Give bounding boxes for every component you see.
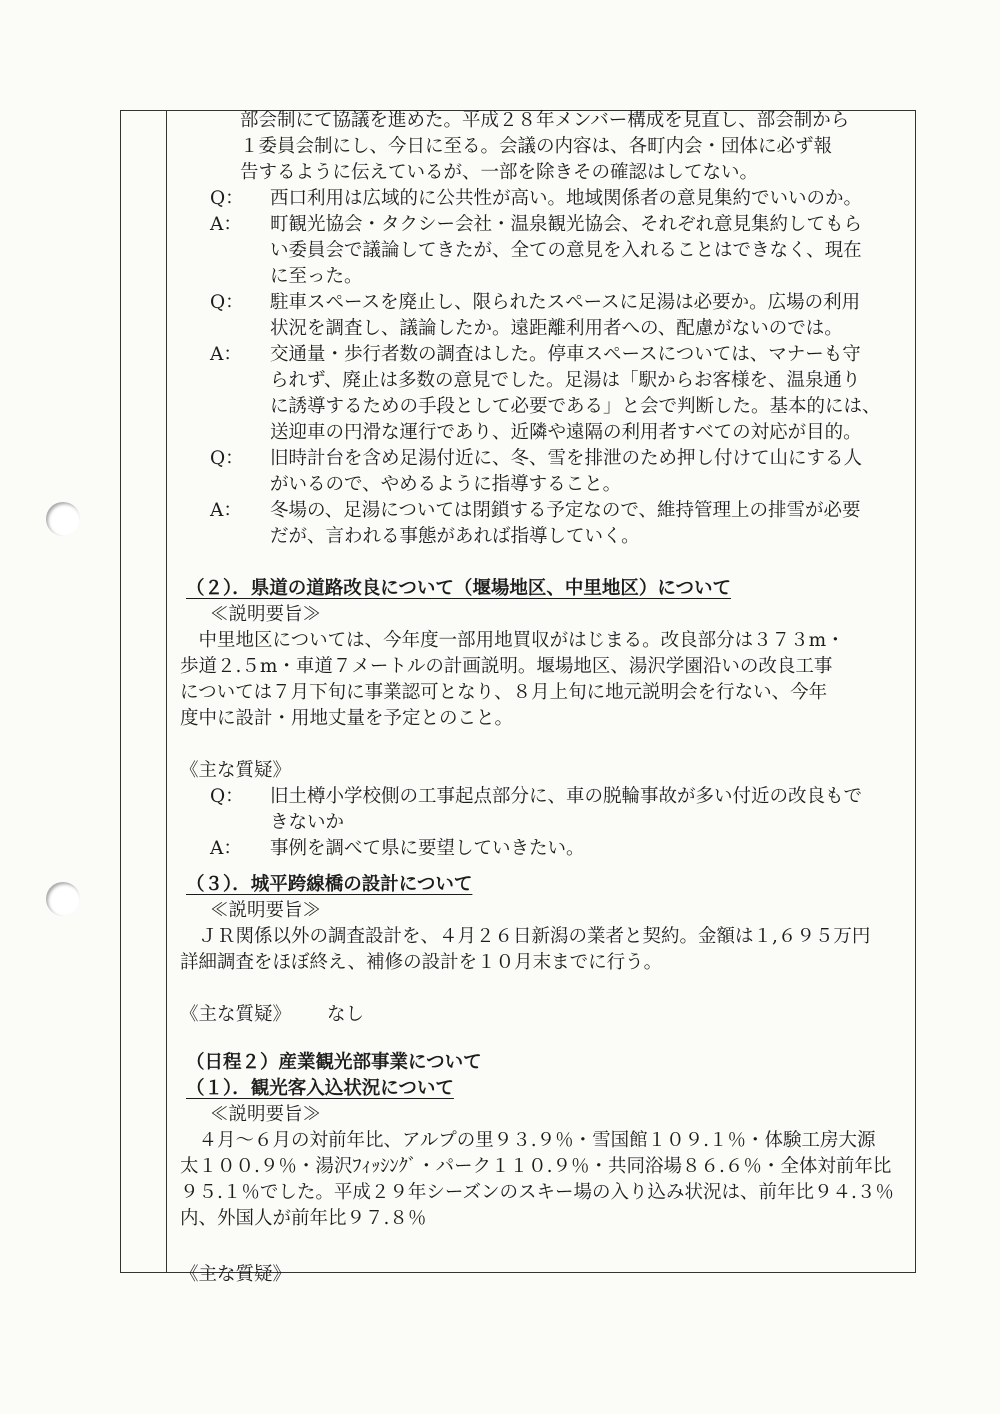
qa-label: A： (210, 838, 242, 859)
punch-hole (46, 502, 80, 536)
schedule-heading: （日程２）産業観光部事業について (186, 1052, 482, 1073)
qa-item (180, 446, 902, 498)
text-line: ９５.１％でした。平成２９年シーズンのスキー場の入り込み状況は、前年比９４.３％ (180, 1182, 894, 1203)
qa-text: に至った。 (270, 266, 363, 287)
qa-item (180, 784, 902, 836)
qa-text: られず、廃止は多数の意見でした。足湯は「駅からお客様を、温泉通り (270, 370, 861, 391)
qa-text: 西口利用は広域的に公共性が高い。地域関係者の意見集約でいいのか。 (270, 188, 863, 209)
qa-item (180, 836, 902, 862)
qa-text: い委員会で議論してきたが、全ての意見を入れることはできなく、現在 (270, 240, 862, 261)
qa-text: に誘導するための手段として必要である」と会で判断した。基本的には、 (270, 396, 881, 417)
explain-label: ≪説明要旨≫ (210, 900, 322, 921)
qa-text: 事例を調べて県に要望していきたい。 (270, 838, 585, 859)
column-divider (166, 111, 167, 1272)
qa-text: 交通量・歩行者数の調査はした。停車スペースについては、マナーも守 (270, 344, 861, 365)
qa-section-label-text: 《主な質疑》 (180, 1004, 292, 1025)
text-line: については７月下旬に事業認可となり、８月上旬に地元説明会を行ない、今年 (180, 682, 828, 703)
qa-item (180, 342, 902, 446)
qa-text: きないか (270, 812, 345, 833)
text-line: 部会制にて協議を進めた。平成２８年メンバー構成を見直し、部会制から (240, 110, 850, 131)
punch-hole (46, 882, 80, 916)
qa-text: がいるので、やめるように指導すること。 (270, 474, 622, 495)
qa-text: 状況を調査し、議論したか。遠距離利用者への、配慮がないのでは。 (270, 318, 843, 339)
qa-text: 町観光協会・タクシー会社・温泉観光協会、それぞれ意見集約してもら (270, 214, 863, 235)
qa-section-label: 《主な質疑》 (180, 1264, 292, 1285)
qa-text: だが、言われる事態があれば指導していく。 (270, 526, 640, 547)
text-line: 歩道２.５m・車道７メートルの計画説明。堰場地区、湯沢学園沿いの改良工事 (180, 656, 833, 677)
qa-label: Q： (210, 188, 244, 209)
qa-label: A： (210, 214, 242, 235)
section-heading: （１）．観光客入込状況について (186, 1078, 454, 1099)
qa-none-text: なし (327, 1004, 365, 1025)
text-line: ＪＲ関係以外の調査設計を、４月２６日新潟の業者と契約。金額は１,６９５万円 (180, 926, 871, 947)
qa-item (180, 498, 902, 550)
qa-section-label (180, 1002, 902, 1028)
text-line: １委員会制にし、今日に至る。会議の内容は、各町内会・団体に必ず報 (240, 136, 833, 157)
text-line: 度中に設計・用地丈量を予定とのこと。 (180, 708, 514, 729)
qa-label: A： (210, 500, 242, 521)
qa-label: Q： (210, 786, 244, 807)
text-line: 中里地区については、今年度一部用地買収がはじまる。改良部分は３７３m・ (180, 630, 845, 651)
qa-text: 旧時計台を含め足湯付近に、冬、雪を排泄のため押し付けて山にする人 (270, 448, 863, 469)
qa-label: A： (210, 344, 242, 365)
qa-text: 駐車スペースを廃止し、限られたスペースに足湯は必要か。広場の利用 (270, 292, 861, 313)
section-heading: （３）．城平跨線橋の設計について (186, 874, 473, 895)
text-line: 太１００.９％・湯沢ﾌｨｯｼﾝｸﾞ・パーク１１０.９％・共同浴場８６.６％・全体対前年比 (180, 1156, 892, 1177)
qa-label: Q： (210, 448, 244, 469)
section-heading: （２）．県道の道路改良について（堰場地区、中里地区）について (186, 578, 732, 599)
text-line: 内、外国人が前年比９７.８％ (180, 1208, 427, 1229)
qa-item (180, 186, 902, 212)
document-body (180, 108, 902, 1288)
qa-text: 送迎車の円滑な運行であり、近隣や遠隔の利用者すべての対応が目的。 (270, 422, 862, 443)
text-line: ４月～６月の対前年比、アルプの里９３.９％・雪国館１０９.１％・体験工房大源 (180, 1130, 876, 1151)
qa-text: 旧土樽小学校側の工事起点部分に、車の脱輪事故が多い付近の改良もで (270, 786, 863, 807)
qa-item (180, 212, 902, 290)
qa-text: 冬場の、足湯については閉鎖する予定なので、維持管理上の排雪が必要 (270, 500, 861, 521)
explain-label: ≪説明要旨≫ (210, 604, 322, 625)
text-line: 詳細調査をほぼ終え、補修の設計を１０月末までに行う。 (180, 952, 663, 973)
qa-item (180, 290, 902, 342)
text-line: 告するように伝えているが、一部を除きその確認はしてない。 (240, 162, 759, 183)
qa-label: Q： (210, 292, 244, 313)
explain-label: ≪説明要旨≫ (210, 1104, 322, 1125)
qa-section-label: 《主な質疑》 (180, 760, 292, 781)
